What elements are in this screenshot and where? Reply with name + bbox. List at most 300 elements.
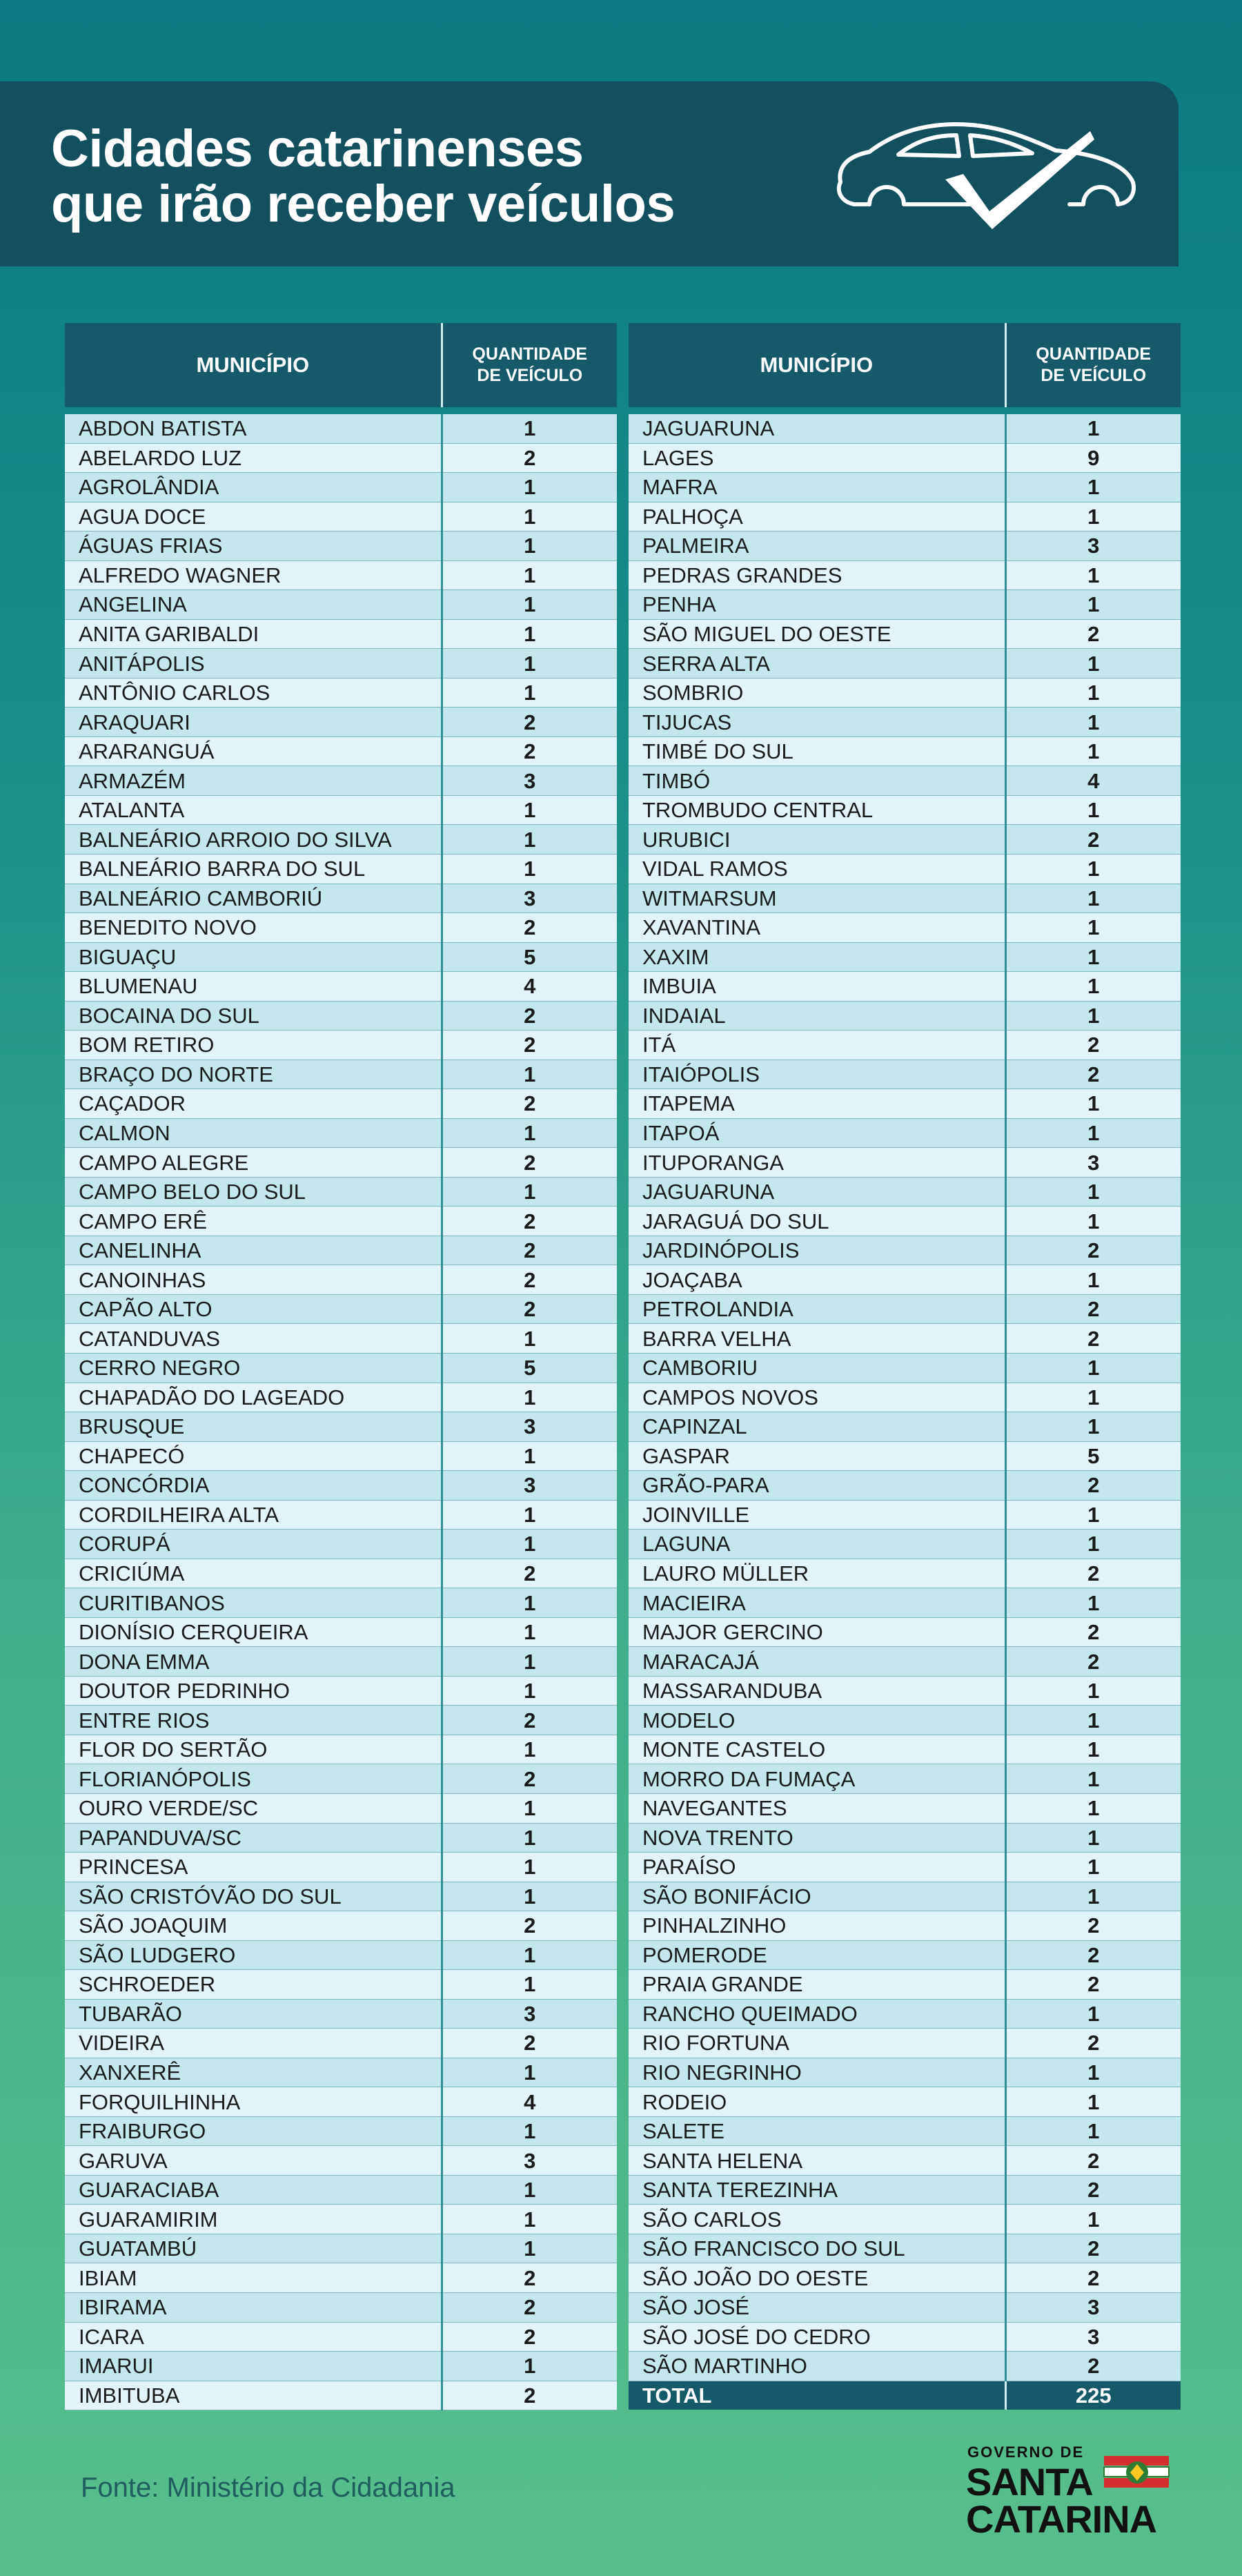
table-row — [629, 2058, 1181, 2087]
municipio-cell: CAÇADOR — [65, 1089, 442, 1119]
municipio-cell: BOM RETIRO — [65, 1031, 442, 1060]
quantidade-cell: 1 — [1005, 1530, 1181, 1559]
quantidade-cell: 2 — [442, 1294, 617, 1324]
table-row — [629, 1676, 1181, 1706]
quantidade-cell: 2 — [1005, 2234, 1181, 2263]
quantidade-cell: 1 — [1005, 678, 1181, 708]
municipio-cell: ITAPOÁ — [629, 1118, 1005, 1148]
quantidade-cell: 1 — [1005, 1764, 1181, 1794]
table-row — [65, 1324, 617, 1354]
government-logo — [966, 2442, 1187, 2546]
municipio-cell: VIDAL RAMOS — [629, 854, 1005, 884]
quantidade-cell: 1 — [1005, 1089, 1181, 1119]
table-row — [65, 1559, 617, 1588]
table-row — [65, 913, 617, 943]
municipio-cell: CORDILHEIRA ALTA — [65, 1500, 442, 1530]
municipio-cell: ENTRE RIOS — [65, 1706, 442, 1735]
quantidade-cell: 2 — [442, 1706, 617, 1735]
table-row — [629, 2146, 1181, 2176]
municipio-cell: CAMPO ERÊ — [65, 1207, 442, 1236]
table-row — [65, 1823, 617, 1853]
table-row — [65, 619, 617, 649]
table-row — [629, 619, 1181, 649]
quantidade-cell: 1 — [1005, 2087, 1181, 2117]
table-row — [629, 1236, 1181, 1265]
municipio-cell: CALMON — [65, 1118, 442, 1148]
quantidade-cell: 1 — [1005, 854, 1181, 884]
municipio-cell: SCHROEDER — [65, 1970, 442, 2000]
municipio-cell: MONTE CASTELO — [629, 1735, 1005, 1764]
quantidade-cell: 3 — [442, 1471, 617, 1501]
quantidade-cell: 1 — [1005, 1207, 1181, 1236]
quantidade-cell: 2 — [442, 1031, 617, 1060]
quantidade-cell: 9 — [1005, 443, 1181, 473]
table-row — [629, 736, 1181, 766]
table-row — [65, 2058, 617, 2087]
table-row — [629, 1823, 1181, 1853]
logo-line-1: SANTA — [966, 2460, 1093, 2504]
quantidade-cell: 2 — [1005, 2352, 1181, 2381]
quantidade-cell: 2 — [1005, 1294, 1181, 1324]
quantidade-cell: 1 — [1005, 1001, 1181, 1031]
table-row — [629, 2087, 1181, 2117]
table-row — [65, 1265, 617, 1295]
municipio-cell: IMARUI — [65, 2352, 442, 2381]
quantidade-cell: 1 — [442, 414, 617, 443]
municipio-cell: GASPAR — [629, 1441, 1005, 1471]
quantidade-cell: 1 — [1005, 795, 1181, 825]
table-row — [65, 1617, 617, 1647]
quantidade-cell: 1 — [442, 1617, 617, 1647]
quantidade-cell: 1 — [442, 854, 617, 884]
municipio-cell: TIMBÓ — [629, 766, 1005, 796]
quantidade-cell: 1 — [1005, 1383, 1181, 1412]
municipio-cell: AGROLÂNDIA — [65, 473, 442, 502]
quantidade-cell: 1 — [1005, 972, 1181, 1002]
municipio-cell: CATANDUVAS — [65, 1324, 442, 1354]
quantidade-cell: 1 — [442, 2175, 617, 2205]
table-row — [629, 1617, 1181, 1647]
quantidade-cell: 1 — [1005, 473, 1181, 502]
municipio-cell: DOUTOR PEDRINHO — [65, 1676, 442, 1706]
municipio-cell: FLOR DO SERTÃO — [65, 1735, 442, 1764]
table-row — [629, 649, 1181, 679]
table-row — [629, 1764, 1181, 1794]
municipio-cell: MARACAJÁ — [629, 1647, 1005, 1677]
quantidade-cell: 1 — [442, 2205, 617, 2234]
table-row — [629, 1383, 1181, 1412]
municipio-cell: BALNEÁRIO ARROIO DO SILVA — [65, 825, 442, 855]
municipio-cell: ÁGUAS FRIAS — [65, 531, 442, 561]
municipio-cell: BALNEÁRIO CAMBORIÚ — [65, 884, 442, 913]
table-row — [65, 942, 617, 972]
municipio-cell: INDAIAL — [629, 1001, 1005, 1031]
municipio-cell: SANTA HELENA — [629, 2146, 1005, 2176]
municipio-cell: SÃO BONIFÁCIO — [629, 1882, 1005, 1911]
table-row — [65, 1853, 617, 1882]
municipio-cell: BLUMENAU — [65, 972, 442, 1002]
table-row — [629, 1999, 1181, 2029]
table-row — [629, 590, 1181, 620]
table-row — [65, 1441, 617, 1471]
municipio-cell: ABDON BATISTA — [65, 414, 442, 443]
municipio-cell: CHAPECÓ — [65, 1441, 442, 1471]
municipio-cell: SANTA TEREZINHA — [629, 2175, 1005, 2205]
municipio-cell: GUATAMBÚ — [65, 2234, 442, 2263]
table-row — [629, 1118, 1181, 1148]
table-row — [629, 942, 1181, 972]
table-row — [65, 2116, 617, 2146]
quantidade-cell: 2 — [1005, 619, 1181, 649]
municipio-cell: ALFREDO WAGNER — [65, 560, 442, 590]
quantidade-cell: 1 — [1005, 1793, 1181, 1823]
municipio-cell: BRAÇO DO NORTE — [65, 1060, 442, 1089]
table-row — [629, 1354, 1181, 1383]
cities-table-right — [629, 323, 1181, 2410]
table-row — [65, 2205, 617, 2234]
quantidade-cell: 2 — [1005, 1970, 1181, 2000]
municipio-cell: AGUA DOCE — [65, 502, 442, 531]
municipio-cell: SALETE — [629, 2116, 1005, 2146]
table-row — [629, 766, 1181, 796]
table-row — [629, 708, 1181, 737]
table-row — [65, 473, 617, 502]
table-row — [65, 795, 617, 825]
table-row — [629, 2352, 1181, 2381]
quantidade-cell: 1 — [442, 1588, 617, 1618]
table-row — [629, 1559, 1181, 1588]
quantidade-cell: 1 — [442, 1676, 617, 1706]
quantidade-cell: 2 — [1005, 1236, 1181, 1265]
quantidade-cell: 2 — [1005, 2175, 1181, 2205]
municipio-cell: ARAQUARI — [65, 708, 442, 737]
municipio-cell: JAGUARUNA — [629, 1177, 1005, 1207]
quantidade-cell: 2 — [1005, 1911, 1181, 1941]
quantidade-cell: 1 — [442, 1118, 617, 1148]
municipio-cell: ANTÔNIO CARLOS — [65, 678, 442, 708]
table-row — [65, 1207, 617, 1236]
municipio-cell: ATALANTA — [65, 795, 442, 825]
quantidade-cell: 2 — [442, 2293, 617, 2323]
municipio-cell: FLORIANÓPOLIS — [65, 1764, 442, 1794]
table-row — [629, 825, 1181, 855]
table-row — [629, 1441, 1181, 1471]
quantidade-cell: 5 — [1005, 1441, 1181, 1471]
municipio-cell: JARAGUÁ DO SUL — [629, 1207, 1005, 1236]
table-row — [65, 560, 617, 590]
quantidade-cell: 2 — [442, 1001, 617, 1031]
quantidade-cell: 4 — [1005, 766, 1181, 796]
municipio-cell: TIMBÉ DO SUL — [629, 736, 1005, 766]
quantidade-cell: 1 — [1005, 1500, 1181, 1530]
source-note: Fonte: Ministério da Cidadania — [81, 2472, 455, 2503]
municipio-cell: PALHOÇA — [629, 502, 1005, 531]
municipio-cell: NAVEGANTES — [629, 1793, 1005, 1823]
table-row — [65, 1177, 617, 1207]
quantidade-cell: 2 — [442, 736, 617, 766]
table-row — [65, 1940, 617, 1970]
table-row — [65, 1911, 617, 1941]
table-row — [65, 649, 617, 679]
quantidade-cell: 1 — [442, 1940, 617, 1970]
quantidade-cell: 1 — [1005, 884, 1181, 913]
table-row — [629, 1294, 1181, 1324]
quantidade-cell: 1 — [442, 1647, 617, 1677]
municipio-cell: TROMBUDO CENTRAL — [629, 795, 1005, 825]
table-row — [65, 2146, 617, 2176]
total-value: 225 — [1005, 2381, 1181, 2410]
table-row — [65, 1764, 617, 1794]
municipio-cell: ITAIÓPOLIS — [629, 1060, 1005, 1089]
quantidade-cell: 2 — [442, 2263, 617, 2293]
quantidade-cell: 3 — [442, 884, 617, 913]
table-row — [629, 1265, 1181, 1295]
table-row — [65, 1118, 617, 1148]
quantidade-cell: 1 — [442, 2352, 617, 2381]
quantidade-cell: 1 — [442, 1383, 617, 1412]
municipio-cell: SÃO LUDGERO — [65, 1940, 442, 1970]
municipio-cell: FRAIBURGO — [65, 2116, 442, 2146]
total-row — [629, 2381, 1181, 2410]
table-row — [629, 1588, 1181, 1618]
table-row — [65, 1148, 617, 1178]
municipio-cell: SERRA ALTA — [629, 649, 1005, 679]
municipio-cell: RIO NEGRINHO — [629, 2058, 1005, 2087]
quantidade-cell: 1 — [1005, 736, 1181, 766]
quantidade-cell: 1 — [1005, 1676, 1181, 1706]
table-row — [65, 1001, 617, 1031]
table-row — [629, 1412, 1181, 1442]
table-row — [629, 473, 1181, 502]
municipio-cell: OURO VERDE/SC — [65, 1793, 442, 1823]
municipio-cell: PRINCESA — [65, 1853, 442, 1882]
municipio-cell: RANCHO QUEIMADO — [629, 1999, 1005, 2029]
quantidade-cell: 3 — [442, 766, 617, 796]
quantidade-cell: 1 — [1005, 1118, 1181, 1148]
table-row — [65, 1294, 617, 1324]
table-row — [629, 2205, 1181, 2234]
table-row — [65, 825, 617, 855]
quantidade-cell: 1 — [442, 1882, 617, 1911]
municipio-cell: SÃO JOÃO DO OESTE — [629, 2263, 1005, 2293]
municipio-cell: ANITA GARIBALDI — [65, 619, 442, 649]
table-row — [65, 2322, 617, 2352]
logo-line-2: CATARINA — [966, 2497, 1157, 2541]
table-row — [629, 1500, 1181, 1530]
table-row — [65, 1530, 617, 1559]
quantidade-cell: 5 — [442, 942, 617, 972]
table-row — [629, 414, 1181, 443]
quantidade-cell: 2 — [442, 1265, 617, 1295]
quantidade-cell: 3 — [442, 1412, 617, 1442]
municipio-cell: SÃO FRANCISCO DO SUL — [629, 2234, 1005, 2263]
municipio-cell: SÃO MARTINHO — [629, 2352, 1005, 2381]
municipio-cell: ICARA — [65, 2322, 442, 2352]
car-check-icon — [821, 108, 1145, 246]
municipio-cell: MODELO — [629, 1706, 1005, 1735]
municipio-cell: ABELARDO LUZ — [65, 443, 442, 473]
quantidade-cell: 1 — [1005, 590, 1181, 620]
municipio-cell: IMBUIA — [629, 972, 1005, 1002]
municipio-cell: PETROLANDIA — [629, 1294, 1005, 1324]
quantidade-cell: 2 — [1005, 1324, 1181, 1354]
title-banner — [0, 81, 1179, 266]
table-header-row — [65, 323, 617, 407]
page-title — [51, 121, 675, 232]
municipio-cell: IBIRAMA — [65, 2293, 442, 2323]
municipio-cell: ANITÁPOLIS — [65, 649, 442, 679]
municipio-cell: SÃO CRISTÓVÃO DO SUL — [65, 1882, 442, 1911]
table-row — [65, 736, 617, 766]
cities-table-left — [65, 323, 617, 2410]
quantidade-cell: 1 — [442, 795, 617, 825]
quantidade-cell: 2 — [442, 2029, 617, 2058]
table-row — [629, 854, 1181, 884]
table-row — [65, 1588, 617, 1618]
table-row — [65, 1970, 617, 2000]
table-row — [629, 560, 1181, 590]
quantidade-cell: 1 — [442, 1060, 617, 1089]
santa-catarina-flag-icon — [1098, 2442, 1174, 2504]
table-row — [629, 1031, 1181, 1060]
quantidade-cell: 1 — [442, 1177, 617, 1207]
table-row — [629, 1148, 1181, 1178]
quantidade-cell: 1 — [1005, 1412, 1181, 1442]
quantidade-cell: 1 — [442, 1441, 617, 1471]
municipio-cell: GARUVA — [65, 2146, 442, 2176]
quantidade-cell: 2 — [1005, 1031, 1181, 1060]
quantidade-cell: 1 — [442, 678, 617, 708]
table-row — [629, 2293, 1181, 2323]
quantidade-cell: 1 — [442, 502, 617, 531]
quantidade-cell: 1 — [442, 473, 617, 502]
quantidade-cell: 1 — [442, 619, 617, 649]
municipio-cell: PAPANDUVA/SC — [65, 1823, 442, 1853]
quantidade-cell: 5 — [442, 1354, 617, 1383]
quantidade-cell: 2 — [1005, 1647, 1181, 1677]
table-row — [65, 502, 617, 531]
table-row — [629, 443, 1181, 473]
table-row — [65, 414, 617, 443]
quantidade-cell: 1 — [442, 1500, 617, 1530]
table-row — [65, 1060, 617, 1089]
table-row — [629, 1853, 1181, 1882]
municipio-cell: PARAÍSO — [629, 1853, 1005, 1882]
table-row — [65, 708, 617, 737]
table-row — [65, 1706, 617, 1735]
quantidade-cell: 1 — [1005, 1735, 1181, 1764]
municipio-cell: BALNEÁRIO BARRA DO SUL — [65, 854, 442, 884]
municipio-cell: ARMAZÉM — [65, 766, 442, 796]
municipio-cell: JOAÇABA — [629, 1265, 1005, 1295]
quantidade-cell: 1 — [442, 560, 617, 590]
table-row — [629, 2234, 1181, 2263]
quantidade-cell: 1 — [1005, 1588, 1181, 1618]
quantidade-cell: 1 — [442, 649, 617, 679]
municipio-cell: CONCÓRDIA — [65, 1471, 442, 1501]
table-row — [65, 1676, 617, 1706]
municipio-cell: PEDRAS GRANDES — [629, 560, 1005, 590]
table-row — [65, 2352, 617, 2381]
municipio-header: MUNICÍPIO — [629, 323, 1005, 407]
quantidade-cell: 4 — [442, 2087, 617, 2117]
municipio-cell: CAMPOS NOVOS — [629, 1383, 1005, 1412]
table-row — [629, 2263, 1181, 2293]
quantidade-cell: 3 — [1005, 2293, 1181, 2323]
quantidade-cell: 1 — [1005, 913, 1181, 943]
quantidade-cell: 1 — [442, 1324, 617, 1354]
quantidade-cell: 2 — [1005, 1559, 1181, 1588]
table-row — [629, 1530, 1181, 1559]
table-row — [629, 1735, 1181, 1764]
table-row — [629, 1177, 1181, 1207]
municipio-cell: GUARAMIRIM — [65, 2205, 442, 2234]
municipio-cell: CHAPADÃO DO LAGEADO — [65, 1383, 442, 1412]
municipio-cell: SÃO JOAQUIM — [65, 1911, 442, 1941]
table-row — [65, 1500, 617, 1530]
quantidade-cell: 1 — [1005, 560, 1181, 590]
table-row — [65, 1793, 617, 1823]
municipio-header: MUNICÍPIO — [65, 323, 442, 407]
municipio-cell: CANELINHA — [65, 1236, 442, 1265]
quantidade-cell: 1 — [1005, 1999, 1181, 2029]
table-row — [629, 1882, 1181, 1911]
quantidade-cell: 2 — [1005, 2146, 1181, 2176]
quantidade-cell: 4 — [442, 972, 617, 1002]
table-row — [65, 443, 617, 473]
quantidade-cell: 1 — [1005, 502, 1181, 531]
municipio-cell: FORQUILHINHA — [65, 2087, 442, 2117]
municipio-cell: CORUPÁ — [65, 1530, 442, 1559]
table-row — [65, 2263, 617, 2293]
table-row — [629, 972, 1181, 1002]
quantidade-cell: 2 — [1005, 2029, 1181, 2058]
title-line-2: que irão receber veículos — [51, 175, 676, 233]
table-row — [65, 1354, 617, 1383]
table-row — [629, 1911, 1181, 1941]
quantidade-cell: 2 — [1005, 1471, 1181, 1501]
municipio-cell: CAMBORIU — [629, 1354, 1005, 1383]
municipio-cell: BOCAINA DO SUL — [65, 1001, 442, 1031]
table-row — [65, 2293, 617, 2323]
table-row — [65, 1647, 617, 1677]
quantidade-cell: 3 — [1005, 531, 1181, 561]
table-row — [629, 1706, 1181, 1735]
municipio-cell: PINHALZINHO — [629, 1911, 1005, 1941]
quantidade-cell: 2 — [1005, 1617, 1181, 1647]
municipio-cell: CERRO NEGRO — [65, 1354, 442, 1383]
quantidade-cell: 1 — [1005, 1354, 1181, 1383]
quantidade-cell: 1 — [1005, 1706, 1181, 1735]
table-row — [65, 2029, 617, 2058]
table-row — [629, 1647, 1181, 1677]
municipio-cell: POMERODE — [629, 1940, 1005, 1970]
title-line-1: Cidades catarinenses — [51, 119, 584, 178]
table-row — [65, 2381, 617, 2410]
municipio-cell: LAGES — [629, 443, 1005, 473]
quantidade-cell: 2 — [1005, 1060, 1181, 1089]
municipio-cell: JARDINÓPOLIS — [629, 1236, 1005, 1265]
table-row — [65, 1412, 617, 1442]
quantidade-cell: 2 — [442, 1911, 617, 1941]
quantidade-cell: 2 — [1005, 1940, 1181, 1970]
municipio-cell: SOMBRIO — [629, 678, 1005, 708]
total-label: TOTAL — [629, 2381, 1005, 2410]
table-row — [629, 1089, 1181, 1119]
municipio-cell: JOINVILLE — [629, 1500, 1005, 1530]
quantidade-cell: 3 — [442, 2146, 617, 2176]
quantidade-cell: 2 — [442, 1207, 617, 1236]
